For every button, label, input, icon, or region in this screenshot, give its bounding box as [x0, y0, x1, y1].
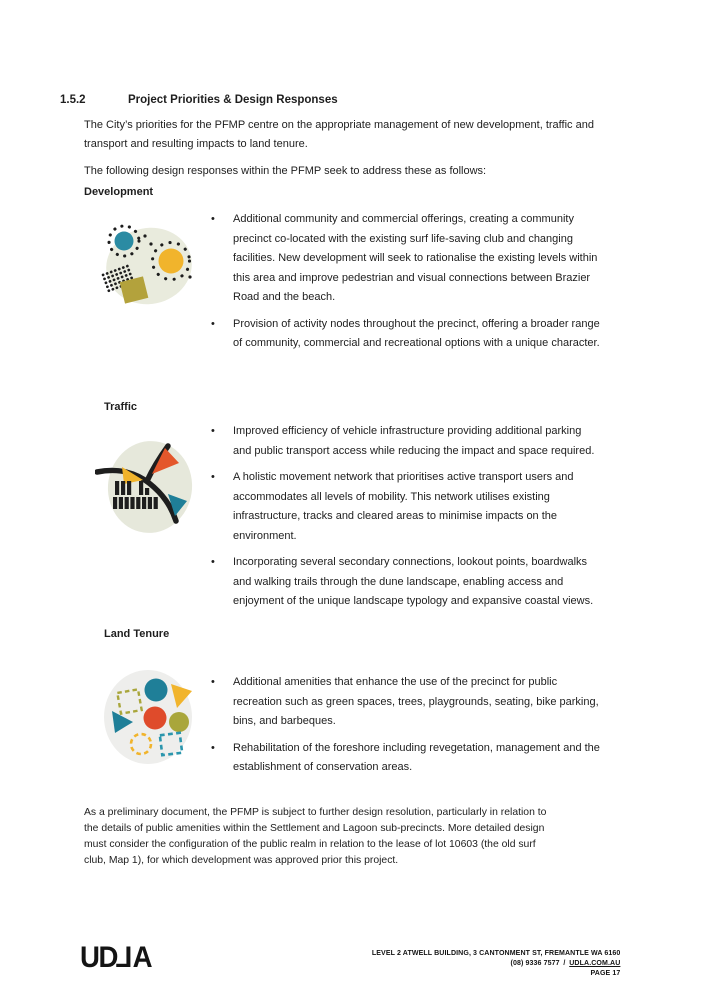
footer-address: LEVEL 2 ATWELL BUILDING, 3 CANTONMENT ST, FREMANTLE WA 6160: [371, 948, 620, 957]
footer-website-link[interactable]: UDLA.COM.AU: [568, 957, 620, 967]
logo-letter: A: [132, 941, 152, 974]
bullet-item: • Additional amenities that enhance the use of the precinct for public recreation such as green spaces, trees, playgrounds, seating, bike parking, bins, and barbeques.: [210, 673, 602, 732]
section-heading-traffic: Traffic: [104, 401, 138, 413]
bullet-item: • Incorporating several secondary connections, lookout points, boardwalks and walking trails through the dune landscape, enabling access and enjoyment of the unique landscape typology and expansive coastal views.: [210, 553, 602, 612]
udla-logo: [80, 941, 151, 975]
section-title: [60, 94, 338, 106]
section-heading-development: Development: [84, 186, 154, 198]
section-number: 1.5.2: [60, 94, 86, 106]
section-heading-land-tenure: Land Tenure: [104, 628, 170, 640]
land-tenure-illustration-icon: [95, 660, 207, 773]
development-illustration-icon: [95, 215, 205, 315]
bullet-item: • Provision of activity nodes throughout the precinct, offering a broader range of community, commercial and recreational options with a unique character.: [210, 315, 602, 354]
bullet-item: • Rehabilitation of the foreshore including revegetation, management and the establishment of conservation areas.: [210, 739, 602, 778]
footer-contact-block: [371, 948, 620, 977]
bullet-item: • Additional community and commercial offerings, creating a community precinct co-located with the existing surf life-saving club and changing facilities. New development will seek to rationalise the existing levels within this area and improve pedestrian and visual connections between Brazier Road and the beach.: [210, 210, 602, 308]
footer-page-number: PAGE 17: [590, 967, 620, 977]
intro-paragraph-2: The following design responses within the PFMP seek to address these as follows:: [84, 165, 487, 177]
footer-phone: (08) 9336 7577: [510, 957, 560, 967]
traffic-illustration-icon: [95, 430, 205, 542]
land-tenure-bullet-list: [210, 673, 602, 778]
bullet-item: • A holistic movement network that prioritises active transport users and accommodates all levels of mobility. This network utilises existing infrastructure, tracks and cleared areas to minimise impacts on the environment.: [210, 468, 602, 546]
page-title: Project Priorities & Design Responses: [128, 94, 338, 106]
traffic-bullet-list: [210, 422, 602, 612]
closing-paragraph: As a preliminary document, the PFMP is subject to further design resolution, particularly in relation to the details of public amenities within the Settlement and Lagoon sub-precincts. More detailed design must consider the configuration of the public realm in relation to the lease of lot 10603 (the old surf club, Map 1), for which development was approved prior this project.: [84, 807, 547, 866]
logo-letter: D: [98, 941, 118, 974]
intro-paragraph-1: The City’s priorities for the PFMP centre on the appropriate management of new development, traffic and transport and resulting impacts to land tenure.: [84, 119, 594, 150]
logo-letter: U: [80, 941, 99, 974]
logo-letter-mirrored-l: L: [117, 941, 133, 974]
footer-phone-line: [371, 958, 620, 968]
bullet-item: • Improved efficiency of vehicle infrastructure providing additional parking and public transport access while reducing the impact and space required.: [210, 422, 602, 461]
development-bullet-list: [210, 210, 602, 354]
footer-separator: /: [563, 957, 566, 967]
